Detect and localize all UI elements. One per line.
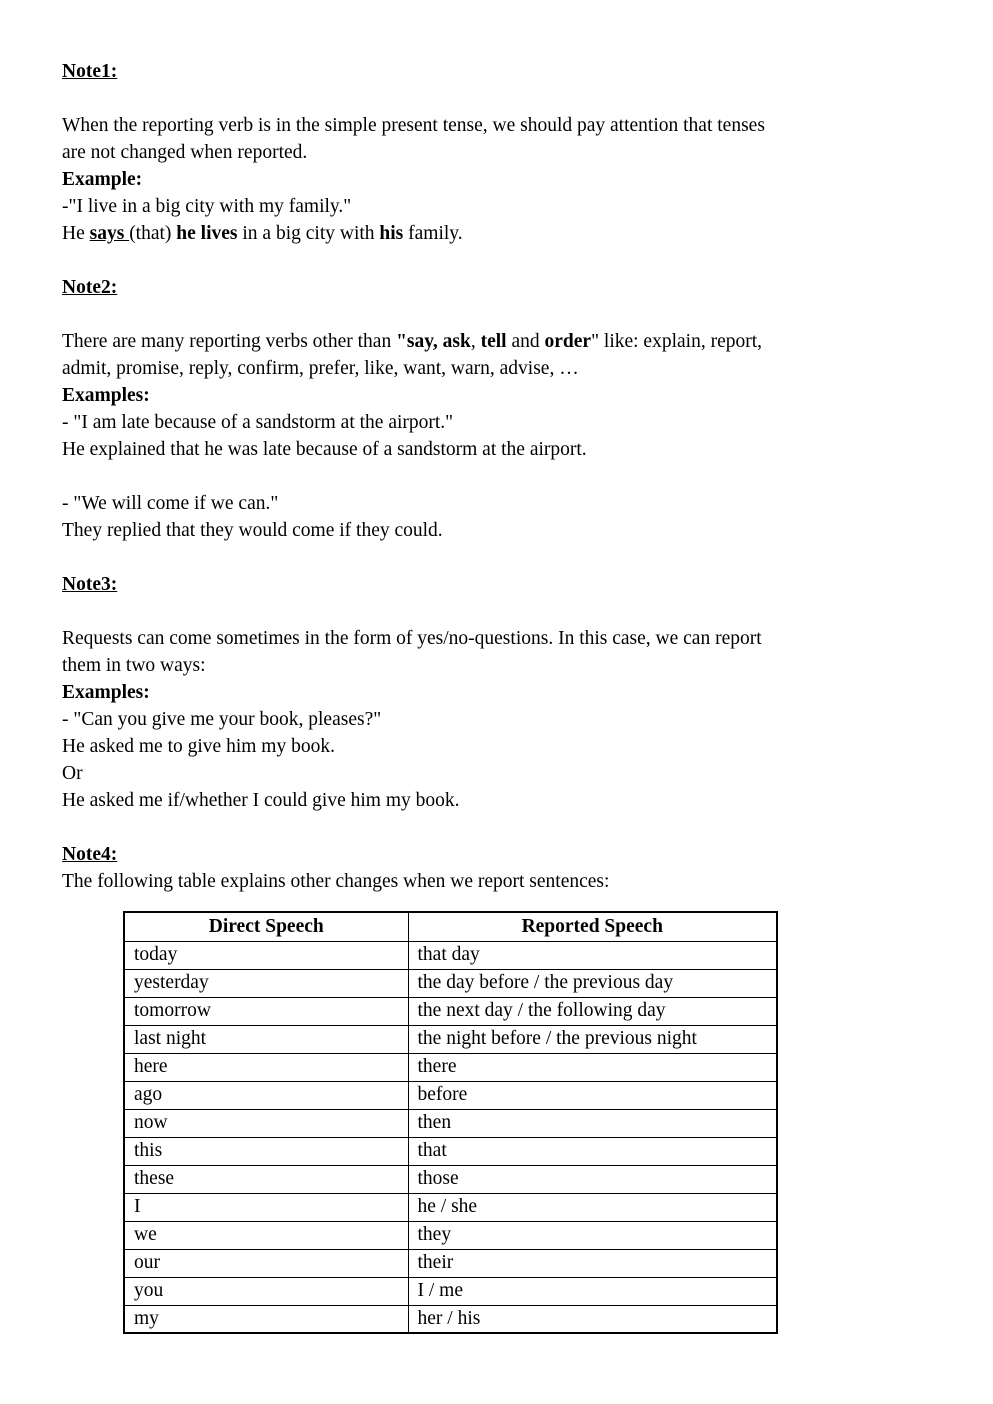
text-segment: There are many reporting verbs other than <box>62 331 397 352</box>
text-segment: , <box>470 331 481 352</box>
table-row <box>124 1025 777 1053</box>
blank-line <box>62 463 931 490</box>
note3-heading: Note3: <box>62 574 118 595</box>
bold-segment-he-lives: he lives <box>176 223 238 244</box>
text-segment: in a big city with <box>237 223 380 244</box>
note3-example-direct: - "Can you give me your book, pleases?" <box>62 709 382 730</box>
speech-conversion-table <box>123 911 778 1334</box>
note2-example2-direct: - "We will come if we can." <box>62 493 279 514</box>
reported-cell: that <box>408 1137 777 1165</box>
direct-cell: ago <box>124 1081 408 1109</box>
reported-cell: I / me <box>408 1277 777 1305</box>
reporting-verb-says: says <box>89 223 130 244</box>
reported-cell: there <box>408 1053 777 1081</box>
note1-paragraph-line1: When the reporting verb is in the simple present tense, we should pay attention that tenses <box>62 115 765 136</box>
table-row <box>124 1277 777 1305</box>
note3-paragraph-line2: them in two ways: <box>62 655 206 676</box>
reported-cell: those <box>408 1165 777 1193</box>
note2-heading: Note2: <box>62 277 118 298</box>
text-segment: family. <box>403 223 463 244</box>
reported-cell: their <box>408 1249 777 1277</box>
reported-cell: her / his <box>408 1305 777 1333</box>
reported-cell: that day <box>408 941 777 969</box>
table-row <box>124 1053 777 1081</box>
table-row <box>124 1221 777 1249</box>
reported-cell: he / she <box>408 1193 777 1221</box>
bold-segment-say-ask: "say, ask <box>396 331 471 352</box>
table-row <box>124 1081 777 1109</box>
direct-cell: you <box>124 1277 408 1305</box>
text-segment: He <box>62 223 90 244</box>
direct-cell: we <box>124 1221 408 1249</box>
direct-cell: tomorrow <box>124 997 408 1025</box>
note4-heading: Note4: <box>62 844 118 865</box>
direct-cell: this <box>124 1137 408 1165</box>
note2-example1-reported: He explained that he was late because of a sandstorm at the airport. <box>62 439 587 460</box>
note1-reported-speech <box>62 220 931 247</box>
column-header-reported-speech: Reported Speech <box>408 912 777 941</box>
note1-section <box>62 58 931 247</box>
bold-segment-order: order <box>544 331 592 352</box>
reported-cell: the night before / the previous night <box>408 1025 777 1053</box>
table-row <box>124 1137 777 1165</box>
table-row <box>124 1193 777 1221</box>
table-row <box>124 1165 777 1193</box>
direct-cell: our <box>124 1249 408 1277</box>
note3-examples-label: Examples: <box>62 682 150 703</box>
note2-example2-reported: They replied that they would come if they could. <box>62 520 443 541</box>
note4-section <box>62 841 931 1334</box>
note1-heading: Note1: <box>62 61 118 82</box>
reported-cell: the next day / the following day <box>408 997 777 1025</box>
note1-direct-speech: -"I live in a big city with my family." <box>62 196 352 217</box>
table-header-row <box>124 912 777 941</box>
reported-cell: before <box>408 1081 777 1109</box>
direct-cell: last night <box>124 1025 408 1053</box>
direct-cell: here <box>124 1053 408 1081</box>
text-segment: and <box>506 331 545 352</box>
note3-or-text: Or <box>62 763 83 784</box>
table-row <box>124 1249 777 1277</box>
direct-cell: these <box>124 1165 408 1193</box>
direct-cell: I <box>124 1193 408 1221</box>
reported-cell: the day before / the previous day <box>408 969 777 997</box>
reported-cell: then <box>408 1109 777 1137</box>
text-segment: " like: explain, report, <box>591 331 763 352</box>
note2-paragraph-line2: admit, promise, reply, confirm, prefer, like, want, warn, advise, … <box>62 358 579 379</box>
table-row <box>124 997 777 1025</box>
table-row <box>124 969 777 997</box>
reported-cell: they <box>408 1221 777 1249</box>
note3-example-reported-way2: He asked me if/whether I could give him my book. <box>62 790 460 811</box>
note2-paragraph-line1 <box>62 328 931 355</box>
direct-cell: my <box>124 1305 408 1333</box>
direct-cell: today <box>124 941 408 969</box>
bold-segment-his: his <box>379 223 404 244</box>
note2-example1-direct: - "I am late because of a sandstorm at the airport." <box>62 412 454 433</box>
note3-paragraph-line1: Requests can come sometimes in the form of yes/no-questions. In this case, we can report <box>62 628 762 649</box>
note1-paragraph-line2: are not changed when reported. <box>62 142 308 163</box>
table-row <box>124 1305 777 1333</box>
bold-segment-tell: tell <box>480 331 507 352</box>
note2-examples-label: Examples: <box>62 385 150 406</box>
column-header-direct-speech: Direct Speech <box>124 912 408 941</box>
table-row <box>124 1109 777 1137</box>
note4-intro: The following table explains other changes when we report sentences: <box>62 871 610 892</box>
text-segment: (that) <box>129 223 177 244</box>
note1-example-label: Example: <box>62 169 143 190</box>
note3-section <box>62 571 931 814</box>
table-row <box>124 941 777 969</box>
note2-section <box>62 274 931 544</box>
direct-cell: yesterday <box>124 969 408 997</box>
note3-example-reported-way1: He asked me to give him my book. <box>62 736 335 757</box>
direct-cell: now <box>124 1109 408 1137</box>
